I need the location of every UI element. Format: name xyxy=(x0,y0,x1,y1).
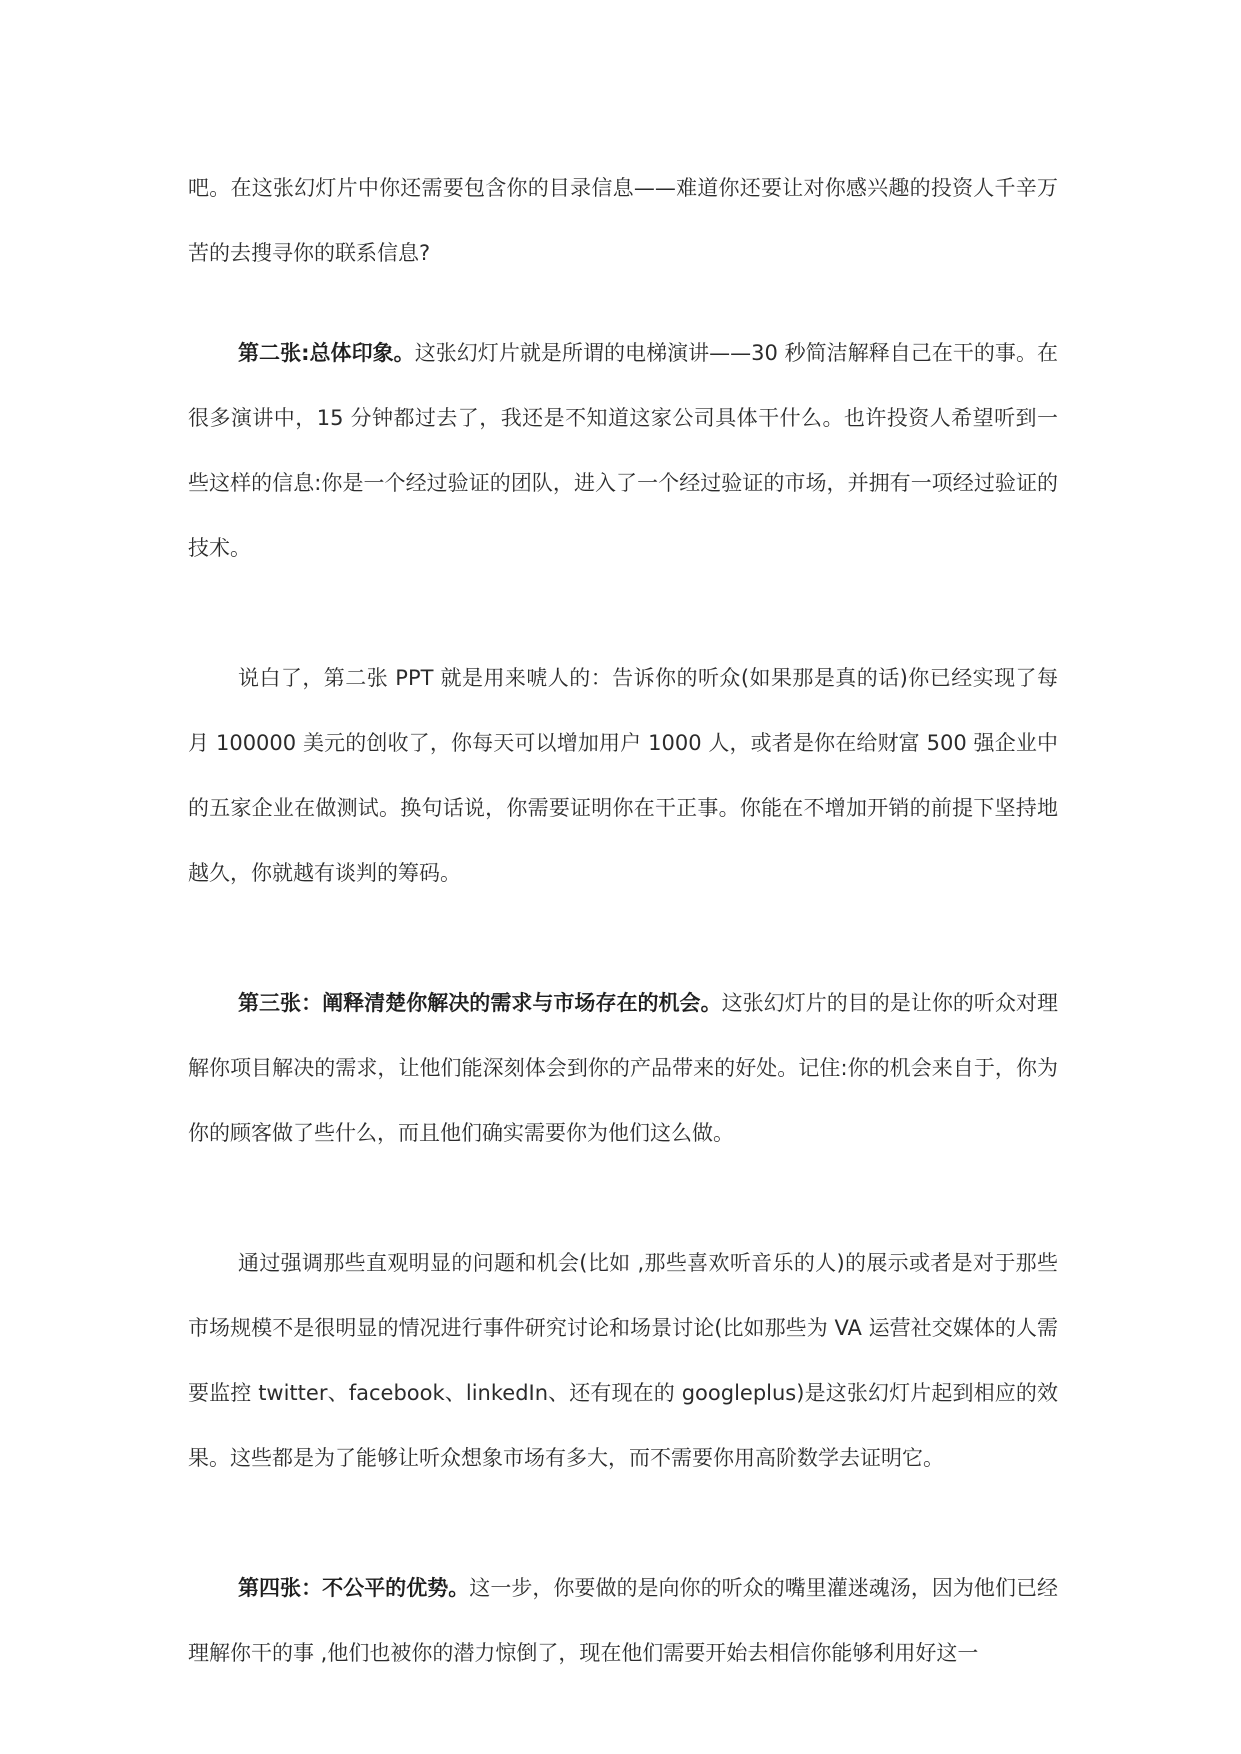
paragraph-6 xyxy=(188,1556,1058,1686)
paragraph-2-heading: 第二张:总体印象。 xyxy=(238,341,415,365)
paragraph-3-text: 说白了，第二张 PPT 就是用来唬人的：告诉你的听众(如果那是真的话)你已经实现了每月 100000 美元的创收了，你每天可以增加用户 1000 人，或者是你在给财富 500 强企业中的五家企业在做测试。换句话说，你需要证明你在干正事。你能在不增加开销的前提下坚持地越久，你就越有谈判的筹码。 xyxy=(188,666,1058,885)
paragraph-4-heading: 第三张：阐释清楚你解决的需求与市场存在的机会。 xyxy=(238,991,722,1015)
paragraph-4-text: 这张幻灯片的目的是让你的听众对理解你项目解决的需求，让他们能深刻体会到你的产品带来的好处。记住:你的机会来自于，你为你的顾客做了些什么，而且他们确实需要你为他们这么做。 xyxy=(188,991,1059,1145)
paragraph-5-text: 通过强调那些直观明显的问题和机会(比如 ,那些喜欢听音乐的人)的展示或者是对于那些市场规模不是很明显的情况进行事件研究讨论和场景讨论(比如那些为 VA 运营社交媒体的人需要监控 twitter、facebook、linkedIn、还有现在的 googleplus)是这张幻灯片起到相应的效果。这些都是为了能够让听众想象市场有多大，而不需要你用高阶数学去证明它。 xyxy=(188,1251,1058,1470)
paragraph-1 xyxy=(188,156,1058,286)
paragraph-2-text: 这张幻灯片就是所谓的电梯演讲——30 秒简洁解释自己在干的事。在很多演讲中，15 分钟都过去了，我还是不知道这家公司具体干什么。也许投资人希望听到一些这样的信息:你是一个经过验证的团队，进入了一个经过验证的市场，并拥有一项经过验证的技术。 xyxy=(188,341,1058,560)
paragraph-4 xyxy=(188,971,1058,1166)
paragraph-3 xyxy=(188,646,1058,906)
paragraph-6-heading: 第四张：不公平的优势。 xyxy=(238,1576,470,1600)
paragraph-5 xyxy=(188,1231,1058,1491)
document-body xyxy=(188,156,1058,1751)
paragraph-2 xyxy=(188,321,1058,581)
paragraph-1-text: 吧。在这张幻灯片中你还需要包含你的目录信息——难道你还要让对你感兴趣的投资人千辛万苦的去搜寻你的联系信息? xyxy=(188,176,1058,265)
paragraph-6-text: 这一步，你要做的是向你的听众的嘴里灌迷魂汤，因为他们已经理解你干的事 ,他们也被你的潜力惊倒了，现在他们需要开始去相信你能够利用好这一 xyxy=(188,1576,1059,1665)
